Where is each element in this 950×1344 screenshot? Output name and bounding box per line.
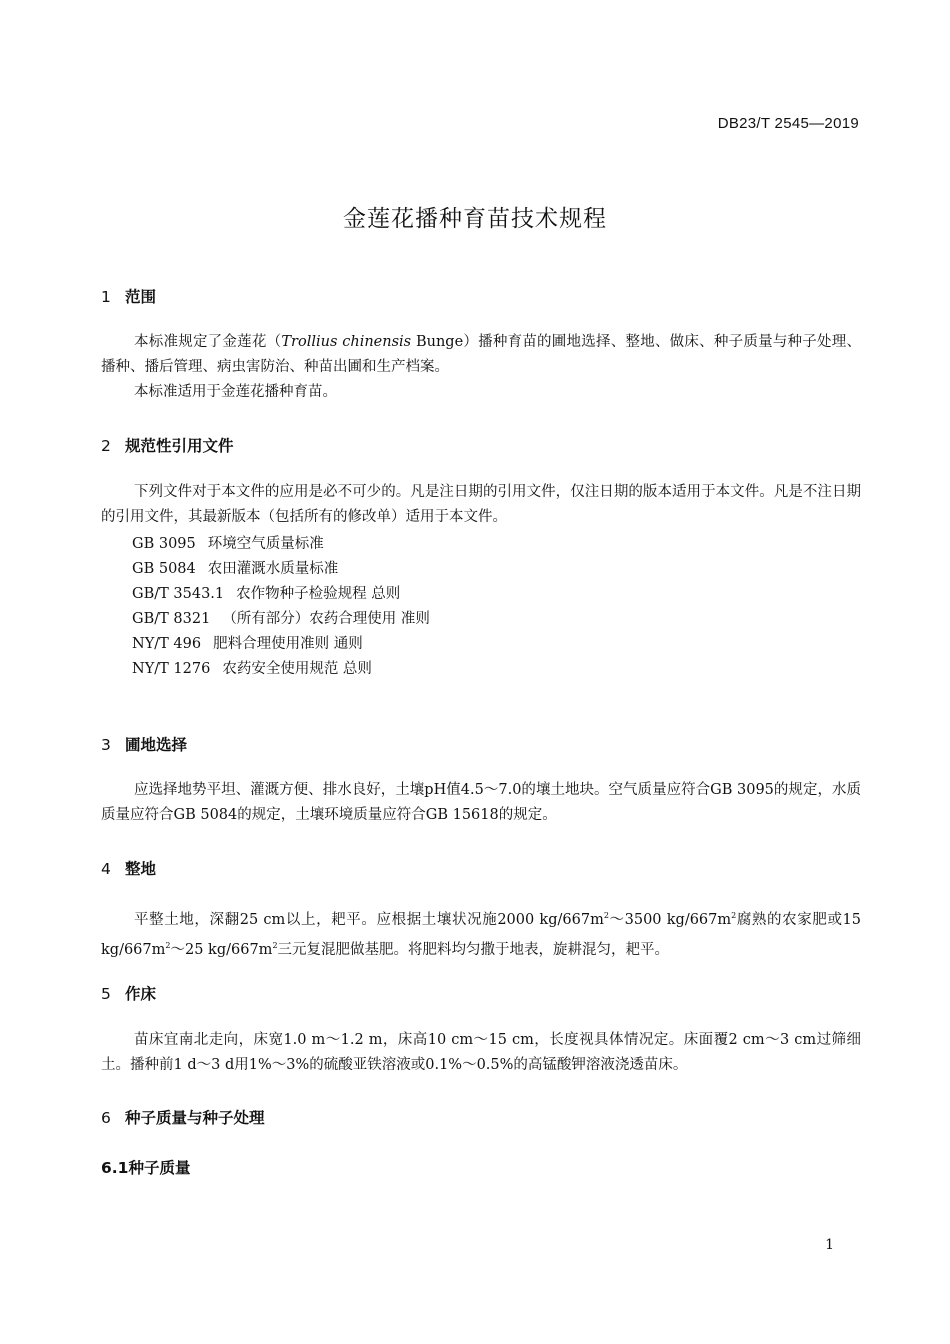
section-title: 范围 (125, 288, 157, 306)
text-run: 平整土地，深翻25 cm以上，耙平。应根据土壤状况施2000 kg/667m (134, 911, 604, 928)
site-selection-paragraph: 应选择地势平坦、灌溉方便、排水良好，土壤pH值4.5～7.0的壤土地块。空气质量应符合GB 3095的规定，水质质量应符合GB 5084的规定，土壤环境质量应符合GB 15618的规定。 (101, 782, 861, 823)
section-number: 2 (101, 437, 111, 455)
section-number: 5 (101, 985, 111, 1003)
section-number: 6 (101, 1109, 111, 1127)
superscript: 2 (731, 911, 737, 920)
scope-paragraph (101, 330, 861, 380)
section-title: 整地 (125, 860, 157, 878)
land-preparation-paragraph (101, 903, 861, 963)
subsection-heading-6-1 (101, 1156, 190, 1178)
section-title: 规范性引用文件 (125, 437, 234, 455)
text-run: 腐熟的农家肥或15 kg/667m (101, 911, 862, 958)
section-title: 种子质量与种子处理 (125, 1109, 265, 1127)
reference-item (132, 607, 430, 628)
section-heading-1 (101, 285, 156, 307)
reference-name: 肥料合理使用准则 通则 (213, 636, 363, 652)
reference-name: 环境空气质量标准 (207, 536, 324, 552)
reference-item (132, 632, 363, 653)
latin-name: Trollius chinensis (281, 334, 412, 350)
scope-applicability: 本标准适用于金莲花播种育苗。 (134, 384, 337, 400)
section-number: 6.1 (101, 1159, 129, 1177)
section-heading-3 (101, 733, 187, 755)
text-run: 本标准规定了金莲花（ (134, 334, 282, 350)
seedbed-paragraph: 苗床宜南北走向，床宽1.0 m～1.2 m，床高10 cm～15 cm，长度视具体情况定。床面覆2 cm～3 cm过筛细土。播种前1 d～3 d用1%～3%的硫酸亚铁溶液或0.1%～0.5%的高锰酸钾溶液浇透苗床。 (101, 1032, 861, 1073)
section-heading-2 (101, 434, 234, 456)
superscript: 2 (272, 940, 278, 950)
section-number: 4 (101, 860, 111, 878)
section-number: 1 (101, 288, 111, 306)
standard-code: DB23/T 2545—2019 (717, 115, 859, 132)
section-heading-6 (101, 1106, 265, 1128)
section-title: 种子质量 (128, 1159, 191, 1177)
reference-code: GB 5084 (132, 561, 196, 577)
text-run: ～25 kg/667m (170, 941, 273, 958)
reference-code: NY/T 1276 (132, 661, 211, 677)
reference-name: 农作物种子检验规程 总则 (236, 586, 401, 602)
superscript: 2 (603, 911, 609, 920)
text-run: ～3500 kg/667m (608, 911, 732, 928)
page-number: 1 (825, 1237, 834, 1253)
reference-code: NY/T 496 (132, 636, 202, 652)
reference-name: 农药安全使用规范 总则 (222, 661, 372, 677)
reference-name: 农田灌溉水质量标准 (207, 561, 339, 577)
section-title: 圃地选择 (125, 736, 188, 754)
section-heading-5 (101, 982, 156, 1004)
references-intro: 下列文件对于本文件的应用是必不可少的。凡是注日期的引用文件，仅注日期的版本适用于本文件。凡是不注日期的引用文件，其最新版本（包括所有的修改单）适用于本文件。 (101, 484, 861, 525)
document-title: 金莲花播种育苗技术规程 (343, 206, 607, 232)
text-run: Bunge）播种育苗的圃地选择、整地、做床、种子质量与种子处理、播种、播后管理、病虫害防治、种苗出圃和生产档案。 (101, 334, 861, 375)
text-run: 三元复混肥做基肥。将肥料均匀撒于地表，旋耕混匀，耙平。 (277, 941, 670, 958)
reference-code: GB 3095 (132, 536, 196, 552)
reference-name: （所有部分）农药合理使用 准则 (222, 611, 430, 627)
reference-code: GB/T 8321 (132, 611, 211, 627)
reference-item (132, 582, 400, 603)
superscript: 2 (165, 940, 171, 950)
section-title: 作床 (125, 985, 157, 1003)
reference-code: GB/T 3543.1 (132, 586, 225, 602)
section-number: 3 (101, 736, 111, 754)
reference-item (132, 657, 372, 678)
reference-item (132, 557, 338, 578)
reference-item (132, 532, 324, 553)
section-heading-4 (101, 857, 156, 879)
